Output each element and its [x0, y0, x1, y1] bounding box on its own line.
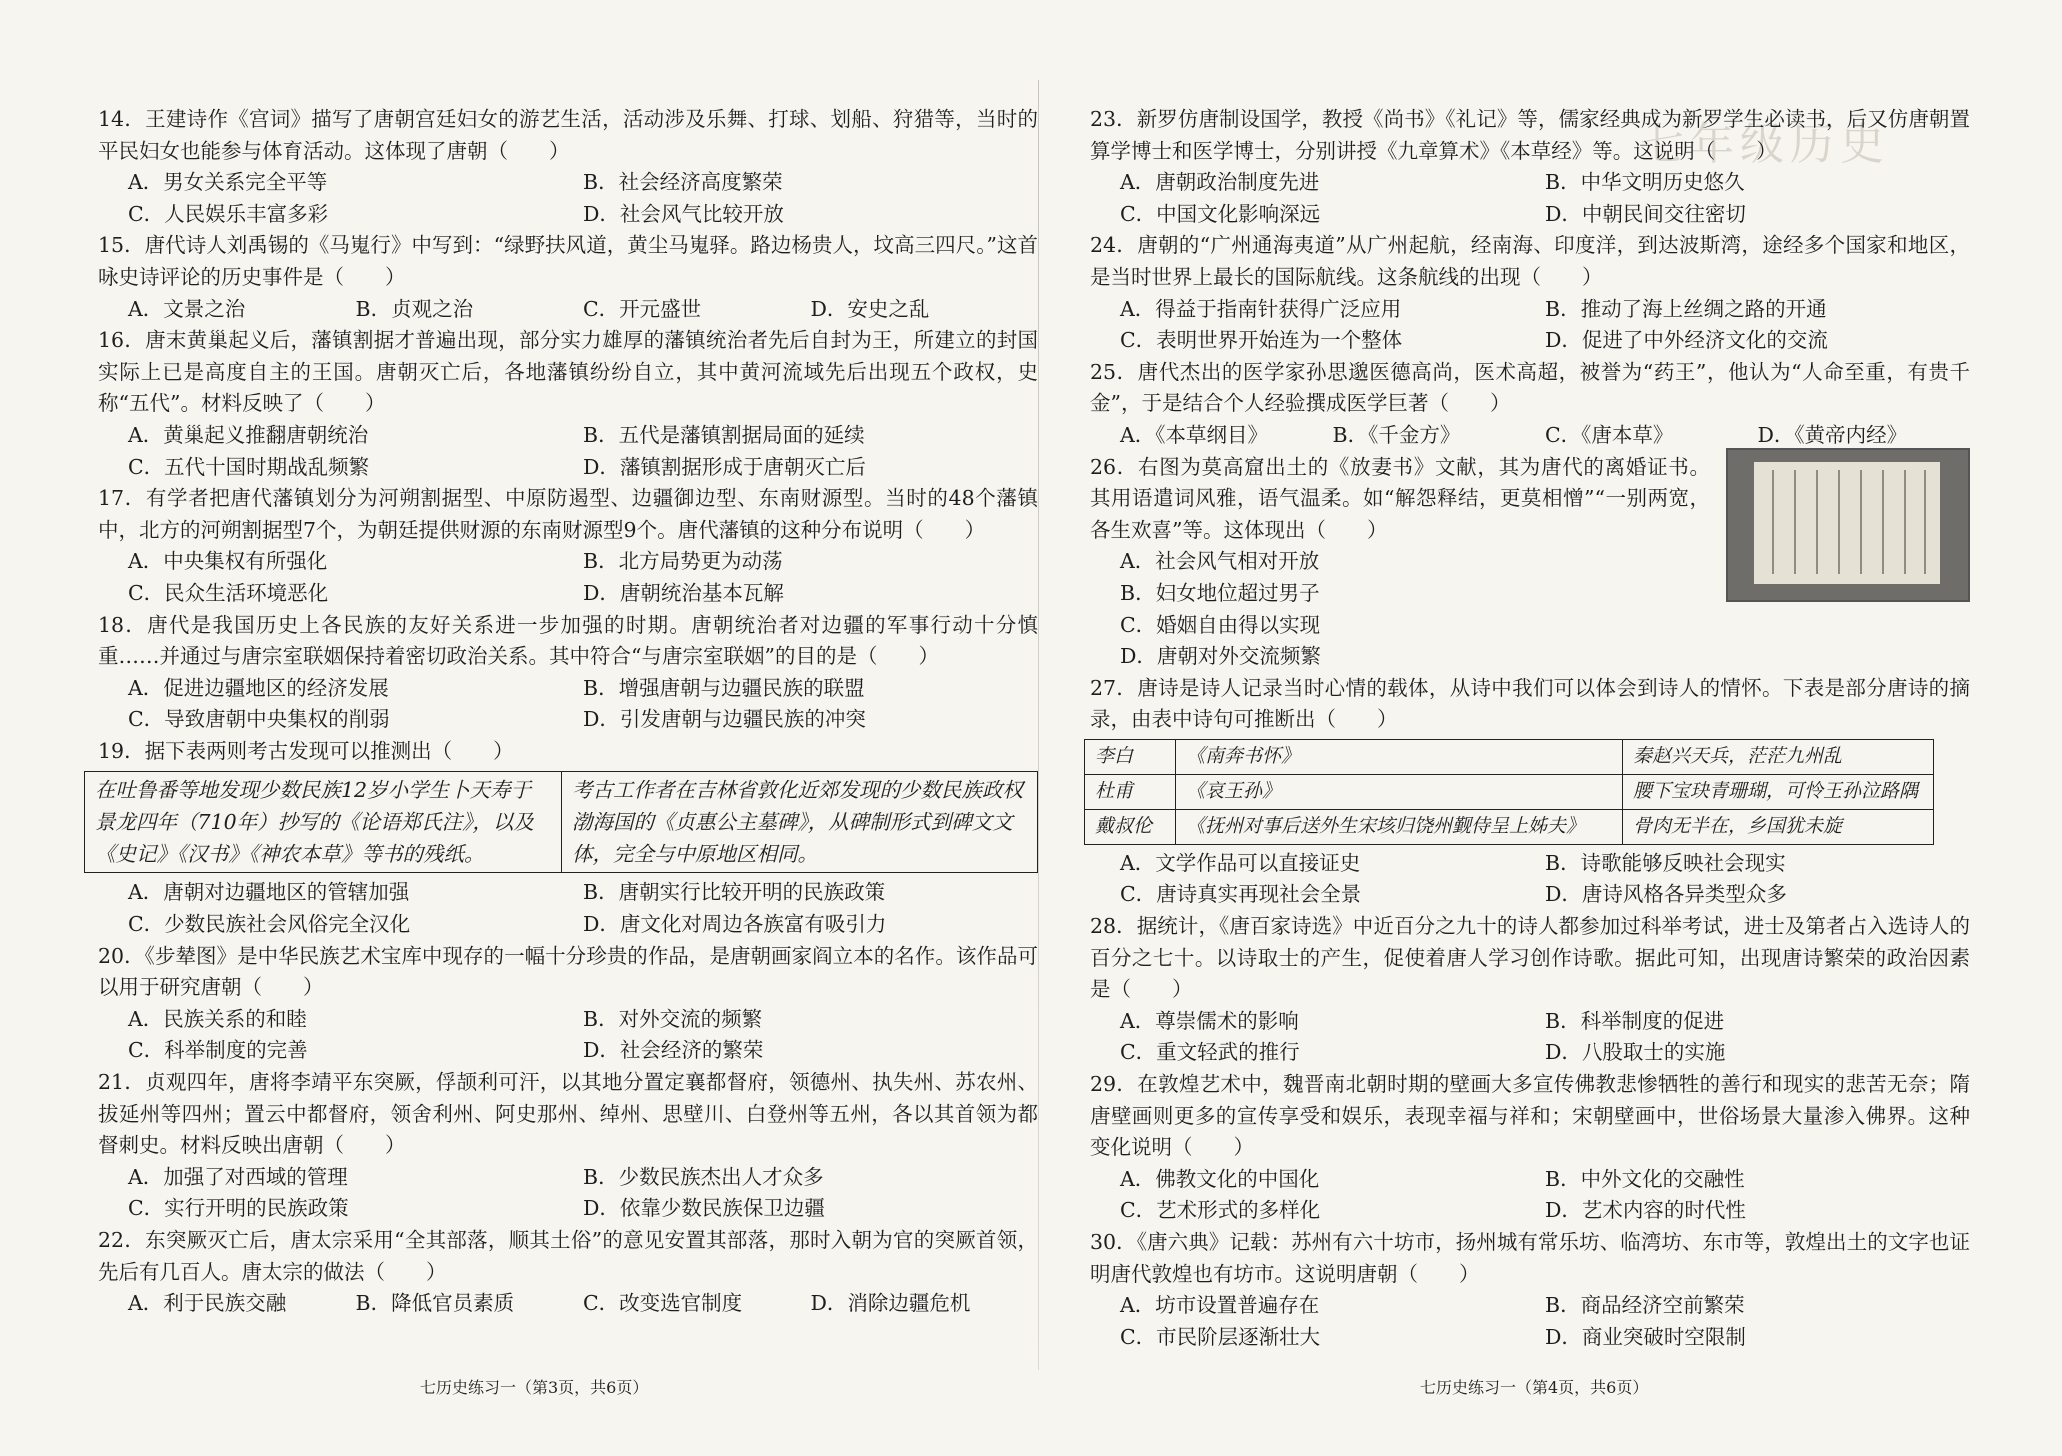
question-stem: 29．在敦煌艺术中，魏晋南北朝时期的壁画大多宣传佛教悲惨牺牲的善行和现实的悲苦无奈；隋唐壁画则更多的宣传享受和娱乐，表现幸福与祥和；宋朝壁画中，世俗场景大量渗入佛界。这种变化说明（ ） [1090, 1072, 1970, 1160]
divorce-document-image [1726, 448, 1970, 602]
question-17 [98, 483, 1038, 609]
option-b: B．诗歌能够反映社会现实 [1545, 850, 1786, 875]
option-a: A．利于民族交融 [128, 1291, 287, 1316]
option-a: A．尊崇儒术的影响 [1120, 1008, 1299, 1033]
question-stem: 23．新罗仿唐制设国学，教授《尚书》《礼记》等，儒家经典成为新罗学生必读书，后又仿唐朝置算学博士和医学博士，分别讲授《九章算术》《本草经》等。这说明（ ） [1090, 107, 1970, 163]
option-a: A．唐朝对边疆地区的管辖加强 [128, 880, 410, 905]
option-a: A．加强了对西域的管理 [128, 1164, 348, 1189]
option-d: D．唐诗风格各异类型众多 [1545, 882, 1787, 907]
option-d: D．艺术内容的时代性 [1545, 1198, 1746, 1223]
right-page [1090, 104, 1970, 1353]
question-18 [98, 610, 1038, 736]
question-16 [98, 325, 1038, 483]
option-b: B．五代是藩镇割据局面的延续 [583, 422, 865, 447]
option-b: B．中华文明历史悠久 [1545, 170, 1745, 195]
option-a: A．社会风气相对开放 [1120, 549, 1320, 574]
question-stem: 25．唐代杰出的医学家孙思邈医德高尚，医术高超，被誉为“药王”，他认为“人命至重，有贵千金”，于是结合个人经验撰成医学巨著（ ） [1090, 359, 1970, 416]
option-a: A．文景之治 [128, 296, 246, 321]
option-d: D．安史之乱 [810, 296, 930, 321]
option-c: C．开元盛世 [583, 296, 702, 321]
option-d: D．八股取士的实施 [1545, 1040, 1726, 1065]
poem-line: 腰下宝玦青珊瑚，可怜王孙泣路隅 [1623, 774, 1934, 809]
option-a: A．促进边疆地区的经济发展 [128, 675, 389, 700]
option-c: C．《唐本草》 [1545, 422, 1674, 447]
option-b: B．推动了海上丝绸之路的开通 [1545, 296, 1827, 321]
option-c: C．中国文化影响深远 [1120, 201, 1321, 226]
archaeology-finding-2: 考古工作者在吉林省敦化近郊发现的少数民族政权渤海国的《贞惠公主墓碑》，从碑制形式到碑文文体，完全与中原地区相同。 [561, 772, 1037, 872]
option-a: A．坊市设置普遍存在 [1120, 1293, 1320, 1318]
option-b: B．少数民族杰出人才众多 [583, 1164, 824, 1189]
option-c: C．实行开明的民族政策 [128, 1196, 349, 1221]
question-stem: 18．唐代是我国历史上各民族的友好关系进一步加强的时期。唐朝统治者对边疆的军事行动十分慎重……并通过与唐宗室联姻保持着密切政治关系。其中符合“与唐宗室联姻”的目的是（ ） [98, 612, 1038, 669]
question-19 [95, 736, 1038, 941]
option-a: A．中央集权有所强化 [128, 549, 328, 574]
option-b: B．降低官员素质 [355, 1291, 515, 1316]
option-d: D．商业突破时空限制 [1545, 1324, 1746, 1349]
option-c: C．重文轻武的推行 [1120, 1040, 1300, 1065]
question-stem: 14．王建诗作《宫词》描写了唐朝宫廷妇女的游艺生活，活动涉及乐舞、打球、划船、狩猎等，当时的平民妇女也能参与体育活动。这体现了唐朝（ ） [98, 107, 1038, 163]
option-c: C．艺术形式的多样化 [1120, 1198, 1321, 1223]
option-b: B．贞观之治 [355, 296, 474, 321]
poem-table [1084, 739, 1934, 845]
question-stem: 26．右图为莫高窟出土的《放妻书》文献，其为唐代的离婚证书。其用语遣词风雅，语气温柔。如“解怨释结，更莫相憎”“一别两宽，各生欢喜”等。这体现出（ ） [1090, 454, 1710, 542]
page-footer-right: 七历史练习一（第4页，共6页） [1420, 1378, 1649, 1397]
option-a: A．民族关系的和睦 [128, 1006, 307, 1031]
option-d: D．社会风气比较开放 [583, 201, 784, 226]
option-c: C．婚姻自由得以实现 [1120, 612, 1321, 637]
option-c: C．五代十国时期战乱频繁 [128, 454, 370, 479]
question-21 [98, 1067, 1038, 1225]
option-a: A．《本草纲目》 [1120, 422, 1269, 447]
poet: 李白 [1085, 739, 1176, 774]
option-a: A．得益于指南针获得广泛应用 [1120, 296, 1402, 321]
question-23 [1090, 104, 1970, 230]
question-28 [1090, 911, 1970, 1069]
option-d: D．藩镇割据形成于唐朝灭亡后 [583, 454, 866, 479]
left-page [95, 104, 1038, 1320]
bleed-through-text: 七年级历史 [1640, 119, 1890, 170]
poem-line: 骨肉无半在，乡国犹未旋 [1623, 809, 1934, 844]
option-c: C．改变选官制度 [583, 1291, 743, 1316]
page-fold [1038, 80, 1039, 1370]
table-row [1085, 774, 1934, 809]
question-20 [98, 941, 1038, 1067]
question-stem: 30．《唐六典》记载：苏州有六十坊市，扬州城有常乐坊、临湾坊、东市等，敦煌出土的文字也证明唐代敦煌也有坊市。这说明唐朝（ ） [1090, 1230, 1970, 1286]
option-d: D．《黄帝内经》 [1757, 422, 1908, 447]
option-b: B．唐朝实行比较开明的民族政策 [583, 880, 886, 905]
question-stem: 16．唐末黄巢起义后，藩镇割据才普遍出现，部分实力雄厚的藩镇统治者先后自封为王，所建立的封国实际上已是高度自主的王国。唐朝灭亡后，各地藩镇纷纷自立，其中黄河流域先后出现五个政权，史称“五代”。材料反映了（ ） [98, 328, 1038, 416]
question-26 [1090, 452, 1970, 673]
option-b: B．科举制度的促进 [1545, 1008, 1725, 1033]
option-b: B．北方局势更为动荡 [583, 549, 783, 574]
question-stem: 19．据下表两则考古发现可以推测出（ ） [98, 738, 514, 763]
option-c: C．表明世界开始连为一个整体 [1120, 328, 1403, 353]
question-stem: 21．贞观四年，唐将李靖平东突厥，俘颉利可汗，以其地分置定襄都督府，领德州、执失州、苏农州、拔延州等四州；置云中都督府，领舍利州、阿史那州、绰州、思壁川、白登州等五州，各以其首领为都督刺史。材料反映出唐朝（ ） [98, 1070, 1038, 1158]
option-a: A．佛教文化的中国化 [1120, 1166, 1320, 1191]
option-d: D．依靠少数民族保卫边疆 [583, 1196, 825, 1221]
option-a: A．男女关系完全平等 [128, 170, 328, 195]
option-d: D．中朝民间交往密切 [1545, 201, 1746, 226]
option-d: D．引发唐朝与边疆民族的冲突 [583, 707, 866, 732]
option-a: A．黄巢起义推翻唐朝统治 [128, 422, 369, 447]
option-c: C．市民阶层逐渐壮大 [1120, 1324, 1321, 1349]
option-b: B．社会经济高度繁荣 [583, 170, 783, 195]
question-stem: 15．唐代诗人刘禹锡的《马嵬行》中写到：“绿野扶风道，黄尘马嵬驿。路边杨贵人，坟高三四尺。”这首咏史诗评论的历史事件是（ ） [98, 233, 1038, 289]
question-15 [98, 230, 1038, 325]
table-row [1085, 809, 1934, 844]
question-30 [1090, 1227, 1970, 1353]
poem-title: 《抚州对事后送外生宋垓归饶州觐侍呈上姊夫》 [1176, 809, 1623, 844]
option-b: B．商品经济空前繁荣 [1545, 1293, 1745, 1318]
option-d: D．社会经济的繁荣 [583, 1038, 764, 1063]
question-stem: 24．唐朝的“广州通海夷道”从广州起航，经南海、印度洋，到达波斯湾，途经多个国家和地区，是当时世界上最长的国际航线。这条航线的出现（ ） [1090, 233, 1970, 289]
option-c: C．唐诗真实再现社会全景 [1120, 882, 1362, 907]
option-d: D．唐朝统治基本瓦解 [583, 580, 784, 605]
archaeology-table [84, 771, 1038, 873]
poem-title: 《南奔书怀》 [1176, 739, 1623, 774]
question-stem: 20．《步辇图》是中华民族艺术宝库中现存的一幅十分珍贵的作品，是唐朝画家阎立本的名作。该作品可以用于研究唐朝（ ） [98, 943, 1038, 1000]
question-stem: 17．有学者把唐代藩镇划分为河朔割据型、中原防遏型、边疆御边型、东南财源型。当时的48个藩镇中，北方的河朔割据型7个，为朝廷提供财源的东南财源型9个。唐代藩镇的这种分布说明（ ） [98, 486, 1038, 542]
option-c: C．人民娱乐丰富多彩 [128, 201, 329, 226]
option-d: D．消除边疆危机 [810, 1291, 971, 1316]
question-22 [98, 1225, 1038, 1320]
option-b: B．《千金方》 [1332, 422, 1461, 447]
poet: 杜甫 [1085, 774, 1176, 809]
option-b: B．中外文化的交融性 [1545, 1166, 1745, 1191]
question-stem: 28．据统计，《唐百家诗选》中近百分之九十的诗人都参加过科举考试，进士及第者占入选诗人的百分之七十。以诗取士的产生，促使着唐人学习创作诗歌。据此可知，出现唐诗繁荣的政治因素是（ ） [1090, 914, 1970, 1002]
option-c: C．少数民族社会风俗完全汉化 [128, 912, 411, 937]
poem-line: 秦赵兴天兵，茫茫九州乱 [1623, 739, 1934, 774]
question-14 [98, 104, 1038, 230]
question-29 [1090, 1069, 1970, 1227]
option-b: B．对外交流的频繁 [583, 1006, 763, 1031]
option-d: D．促进了中外经济文化的交流 [1545, 328, 1828, 353]
option-d: D．唐朝对外交流频繁 [1120, 644, 1321, 669]
question-25 [1090, 357, 1970, 452]
page-footer-left: 七历史练习一（第3页，共6页） [420, 1378, 649, 1397]
option-a: A．唐朝政治制度先进 [1120, 170, 1320, 195]
question-stem: 27．唐诗是诗人记录当时心情的载体，从诗中我们可以体会到诗人的情怀。下表是部分唐诗的摘录，由表中诗句可推断出（ ） [1090, 675, 1970, 732]
option-a: A．文学作品可以直接证史 [1120, 850, 1361, 875]
question-stem: 22．东突厥灭亡后，唐太宗采用“全其部落，顺其土俗”的意见安置其部落，那时入朝为官的突厥首领，先后有几百人。唐太宗的做法（ ） [98, 1228, 1038, 1284]
option-b: B．增强唐朝与边疆民族的联盟 [583, 675, 865, 700]
option-c: C．科举制度的完善 [128, 1038, 308, 1063]
poet: 戴叔伦 [1085, 809, 1176, 844]
table-row [1085, 739, 1934, 774]
option-c: C．民众生活环境恶化 [128, 580, 329, 605]
option-d: D．唐文化对周边各族富有吸引力 [583, 912, 887, 937]
poem-title: 《哀王孙》 [1176, 774, 1623, 809]
option-b: B．妇女地位超过男子 [1120, 580, 1320, 605]
question-27 [1090, 673, 1970, 911]
question-24 [1090, 230, 1970, 356]
option-c: C．导致唐朝中央集权的削弱 [128, 707, 390, 732]
archaeology-finding-1: 在吐鲁番等地发现少数民族12岁小学生卜天寿于景龙四年（710年）抄写的《论语郑氏注》，以及《史记》《汉书》《神农本草》等书的残纸。 [95, 778, 534, 867]
